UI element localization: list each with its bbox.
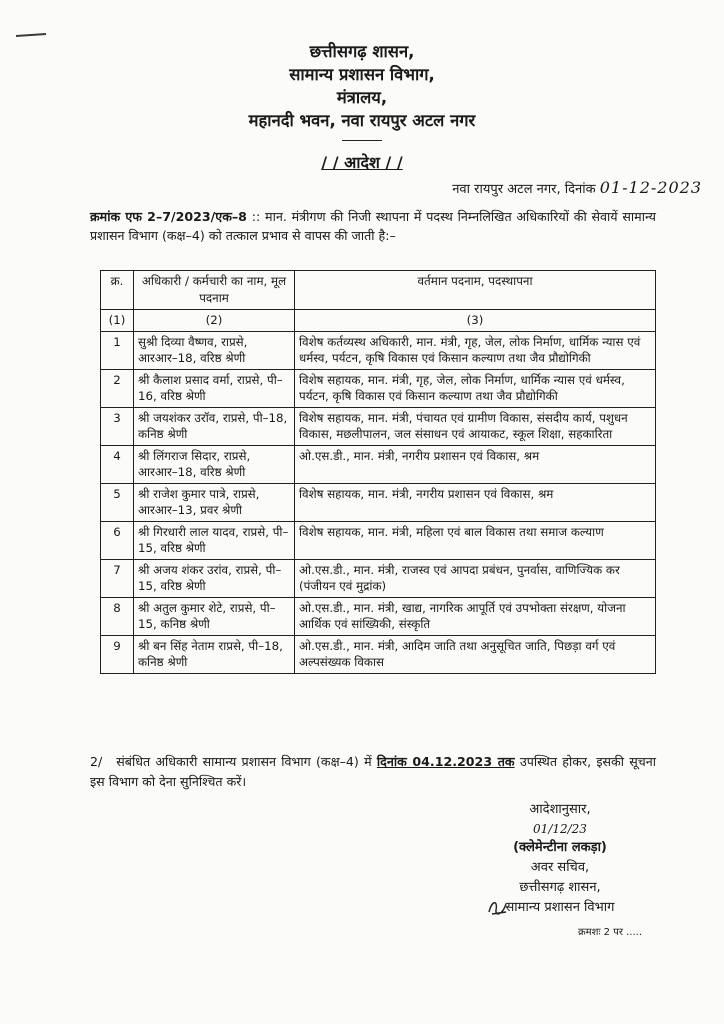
order-intro bbox=[90, 208, 656, 245]
handwritten-date: 01-12-2023 bbox=[599, 178, 702, 197]
col-number: (3) bbox=[295, 310, 656, 332]
reporting-date: दिनांक 04.12.2023 तक bbox=[376, 754, 515, 769]
pen-mark bbox=[16, 33, 46, 37]
para2-text-after: उपस्थित होकर, इसकी सूचना इस विभाग को देना सुनिश्चित करें। bbox=[90, 754, 656, 789]
table-row bbox=[101, 369, 656, 407]
officer-cell: श्री गिरधारी लाल यादव, राप्रसे, पी–15, वरिष्ठ श्रेणी bbox=[134, 521, 295, 559]
table-row bbox=[101, 407, 656, 445]
ministry-line: मंत्रालय, bbox=[336, 88, 388, 107]
officer-cell: श्री बन सिंह नेताम राप्रसे, पी–18, कनिष्ठ श्रेणी bbox=[134, 635, 295, 673]
paragraph-number: 2/ bbox=[90, 754, 103, 769]
table-row bbox=[101, 559, 656, 597]
table-row bbox=[101, 445, 656, 483]
posting-cell: विशेष सहायक, मान. मंत्री, पंचायत एवं ग्रामीण विकास, संसदीय कार्य, पशुधन विकास, मछलीपालन, जल संसाधन एवं आयाकट, स्कूल शिक्षा, सहकारिता bbox=[295, 407, 656, 445]
letterhead bbox=[0, 40, 724, 173]
officer-cell: सुश्री दिव्या वैष्णव, राप्रसे, आरआर–18, वरिष्ठ श्रेणी bbox=[134, 331, 295, 369]
intro-text: :: मान. मंत्रीगण की निजी स्थापना में पदस्थ निम्नलिखित अधिकारियों की सेवायें सामान्य प्रशासन विभाग (कक्ष–4) को तत्काल प्रभाव से वापस की जाती है:– bbox=[90, 209, 656, 243]
by-order: आदेशानुसार, bbox=[529, 802, 591, 817]
serial-cell: 2 bbox=[101, 369, 134, 407]
signatory-name: (क्लेमेन्टीना लकड़ा) bbox=[513, 840, 607, 855]
posting-cell: ओ.एस.डी., मान. मंत्री, राजस्व एवं आपदा प्रबंधन, पुनर्वास, वाणिज्यिक कर (पंजीयन एवं मुद्रांक) bbox=[295, 559, 656, 597]
posting-cell: विशेष सहायक, मान. मंत्री, महिला एवं बाल विकास तथा समाज कल्याण bbox=[295, 521, 656, 559]
signatory-govt: छत्तीसगढ़ शासन, bbox=[519, 880, 601, 895]
col-number: (2) bbox=[134, 310, 295, 332]
serial-cell: 1 bbox=[101, 331, 134, 369]
col-number: (1) bbox=[101, 310, 134, 332]
officer-cell: श्री जयशंकर उरॉव, राप्रसे, पी–18, कनिष्ठ श्रेणी bbox=[134, 407, 295, 445]
table-row bbox=[101, 483, 656, 521]
signatory-department: सामान्य प्रशासन विभाग bbox=[505, 900, 615, 915]
table-row bbox=[101, 597, 656, 635]
department-line: सामान्य प्रशासन विभाग, bbox=[289, 65, 435, 84]
officers-table bbox=[100, 270, 656, 674]
reference-number: क्रमांक एफ 2–7/2023/एक–8 bbox=[90, 209, 247, 224]
officer-cell: श्री लिंगराज सिदार, राप्रसे, आरआर–18, वरिष्ठ श्रेणी bbox=[134, 445, 295, 483]
header-officer: अधिकारी / कर्मचारी का नाम, मूल पदनाम bbox=[134, 271, 295, 310]
continued-note: क्रमशः 2 पर ..... bbox=[578, 927, 643, 938]
posting-cell: ओ.एस.डी., मान. मंत्री, नगरीय प्रशासन एवं विकास, श्रम bbox=[295, 445, 656, 483]
table-row bbox=[101, 521, 656, 559]
header-posting: वर्तमान पदनाम, पदस्थापना bbox=[295, 271, 656, 310]
column-number-row bbox=[101, 310, 656, 332]
header-divider bbox=[342, 140, 382, 141]
place-prefix: नवा रायपुर अटल नगर, दिनांक bbox=[452, 182, 596, 197]
serial-cell: 8 bbox=[101, 597, 134, 635]
serial-cell: 6 bbox=[101, 521, 134, 559]
serial-cell: 4 bbox=[101, 445, 134, 483]
para2-text-before: संबंधित अधिकारी सामान्य प्रशासन विभाग (कक्ष–4) में bbox=[116, 754, 377, 769]
order-title: / / आदेश / / bbox=[321, 153, 403, 172]
serial-cell: 3 bbox=[101, 407, 134, 445]
place-date bbox=[452, 178, 702, 197]
posting-cell: विशेष सहायक, मान. मंत्री, गृह, जेल, लोक निर्माण, धार्मिक न्यास एवं धर्मस्व, पर्यटन, कृषि विकास एवं किसान कल्याण तथा जैव प्रौद्योगिकी bbox=[295, 369, 656, 407]
serial-cell: 7 bbox=[101, 559, 134, 597]
signature-scribble-icon bbox=[486, 896, 510, 920]
table-row bbox=[101, 331, 656, 369]
address-line: महानदी भवन, नवा रायपुर अटल नगर bbox=[248, 111, 476, 130]
officer-cell: श्री कैलाश प्रसाद वर्मा, राप्रसे, पी–16, वरिष्ठ श्रेणी bbox=[134, 369, 295, 407]
officer-cell: श्री अजय शंकर उरांव, राप्रसे, पी–15, वरिष्ठ श्रेणी bbox=[134, 559, 295, 597]
header-serial: क्र. bbox=[101, 271, 134, 310]
posting-cell: ओ.एस.डी., मान. मंत्री, खाद्य, नागरिक आपूर्ति एवं उपभोक्ता संरक्षण, योजना आर्थिक एवं सांख्यिकी, संस्कृति bbox=[295, 597, 656, 635]
officer-cell: श्री अतुल कुमार शेटे, राप्रसे, पी–15, कनिष्ठ श्रेणी bbox=[134, 597, 295, 635]
posting-cell: विशेष कर्तव्यस्थ अधिकारी, मान. मंत्री, गृह, जेल, लोक निर्माण, धार्मिक न्यास एवं धर्मस्व, पर्यटन, कृषि विकास एवं किसान कल्याण तथा जैव प्रौद्योगिकी bbox=[295, 331, 656, 369]
signatory-designation: अवर सचिव, bbox=[530, 860, 590, 875]
table-row bbox=[101, 635, 656, 673]
serial-cell: 5 bbox=[101, 483, 134, 521]
govt-line: छत्तीसगढ़ शासन, bbox=[309, 42, 415, 61]
paragraph-2 bbox=[90, 752, 656, 792]
handwritten-initial-date: 01/12/23 bbox=[533, 822, 587, 836]
posting-cell: ओ.एस.डी., मान. मंत्री, आदिम जाति तथा अनुसूचित जाति, पिछड़ा वर्ग एवं अल्पसंख्यक विकास bbox=[295, 635, 656, 673]
posting-cell: विशेष सहायक, मान. मंत्री, नगरीय प्रशासन एवं विकास, श्रम bbox=[295, 483, 656, 521]
table-header-row bbox=[101, 271, 656, 310]
serial-cell: 9 bbox=[101, 635, 134, 673]
officer-cell: श्री राजेश कुमार पात्रे, राप्रसे, आरआर–13, प्रवर श्रेणी bbox=[134, 483, 295, 521]
